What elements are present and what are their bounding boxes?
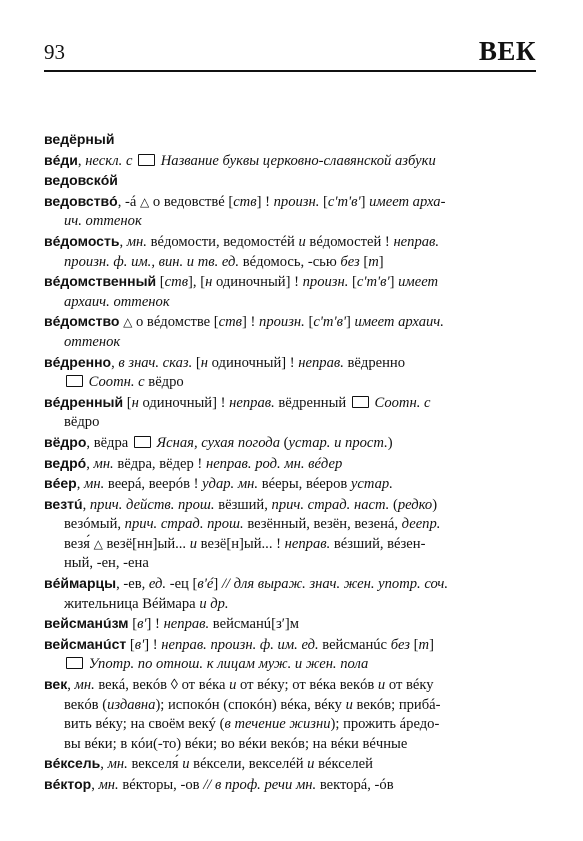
entry-continuation: [44, 515, 536, 535]
italic-label: мн.: [93, 455, 114, 472]
triangle-icon: △: [93, 536, 103, 551]
entry-continuation: [44, 655, 536, 675]
italic-label: ств: [164, 274, 189, 291]
italic-label: прич. страд. наст.: [271, 496, 390, 513]
entry-text: ный, -ен, -ена: [64, 555, 149, 572]
italic-label: деепр.: [401, 516, 441, 533]
italic-label: и: [229, 677, 237, 694]
entry-text: вёзший,: [214, 496, 272, 513]
italic-label: мн.: [98, 777, 119, 793]
entry-text: ,: [82, 496, 90, 513]
dictionary-page: [44, 36, 536, 796]
italic-label: ич. оттенок: [64, 213, 142, 230]
dictionary-entry: [44, 272, 536, 312]
entry-text: (: [280, 434, 289, 451]
entry-text: векóв; прибá-: [352, 696, 441, 713]
entry-text: ] !: [241, 314, 260, 331]
italic-label: т: [418, 636, 430, 653]
square-box-icon: [352, 396, 369, 408]
square-box-icon: [66, 375, 83, 387]
italic-label: прич. страд. прош.: [124, 516, 244, 533]
entry-text: вéдомости, ведомостéй: [146, 233, 299, 250]
dictionary-entry: [44, 130, 536, 151]
dictionary-entry: [44, 675, 536, 754]
entry-continuation: [44, 735, 536, 755]
entry-text: вёдра, вёдер !: [113, 455, 206, 472]
italic-label: удар. мн.: [202, 476, 259, 493]
entry-text: о вéдомстве [: [132, 314, 219, 331]
italic-label: без: [340, 253, 360, 270]
entry-text: ], [: [188, 274, 206, 291]
italic-label: вʹ: [134, 636, 145, 653]
headword: ведёрный: [44, 131, 115, 147]
entry-text: вéкселей: [314, 756, 373, 773]
dictionary-entries: [44, 130, 536, 796]
entry-text: [: [359, 253, 369, 270]
entry-text: ,: [67, 677, 75, 694]
entry-text: ,: [111, 354, 119, 371]
italic-label: н: [200, 354, 209, 371]
entry-text: [: [126, 636, 135, 653]
italic-label: неправ.: [229, 394, 275, 411]
headword: вéди: [44, 151, 78, 168]
entry-continuation: [44, 696, 536, 716]
italic-label: и: [307, 756, 315, 773]
dictionary-entry: [44, 474, 536, 495]
headword: вéксель: [44, 755, 101, 772]
entry-text: о ведовствé [: [149, 193, 234, 210]
running-head: ВЕК: [478, 36, 536, 66]
entry-text: жительница Вéймара: [64, 595, 200, 612]
triangle-icon: △: [123, 315, 133, 330]
entry-text: , -á: [117, 193, 141, 210]
italic-label: мн.: [74, 677, 95, 694]
entry-text: везё[н]ый... !: [197, 535, 285, 552]
dictionary-entry: [44, 775, 536, 796]
entry-continuation: [44, 715, 536, 735]
entry-text: вéксели, векселéй: [189, 756, 308, 773]
italic-label: произн.: [273, 193, 320, 210]
entry-text: ): [432, 496, 438, 513]
italic-label: вʹ: [137, 616, 147, 633]
entry-text: ); прожить áредо-: [330, 716, 440, 733]
italic-label: cʹтʹвʹ: [356, 274, 390, 291]
square-box-icon: [66, 657, 83, 669]
italic-label: в течение жизни: [224, 716, 331, 733]
italic-label: мн.: [126, 233, 147, 250]
italic-label: произн.: [259, 314, 305, 331]
entry-text: от вéку; от вéка векóв: [236, 677, 378, 694]
italic-label: и: [189, 535, 198, 552]
entry-text: ,: [100, 756, 108, 773]
entry-text: вéзший, вéзен-: [330, 535, 426, 552]
italic-label: неправ. род. мн. вéдер: [205, 455, 343, 472]
italic-label: имеет архаич.: [354, 314, 444, 331]
headword: век: [44, 676, 68, 693]
italic-label: ств: [218, 314, 242, 331]
entry-text: ,: [76, 476, 85, 493]
italic-label: нескл. с: [85, 152, 137, 169]
italic-label: Употр. по отнош. к лицам муж. и жен. пола: [85, 656, 369, 673]
dictionary-entry: [44, 171, 536, 192]
dictionary-entry: [44, 151, 536, 172]
dictionary-entry: [44, 614, 536, 635]
italic-label: неправ. произн. ф. им. ед.: [161, 636, 319, 653]
italic-label: с: [138, 374, 145, 391]
square-box-icon: [138, 154, 155, 166]
dictionary-entry: [44, 433, 536, 454]
entry-text: вить вéку; на своём векý (: [64, 716, 225, 733]
italic-label: без: [390, 636, 411, 653]
entry-text: [: [348, 274, 357, 291]
entry-continuation: [44, 293, 536, 313]
entry-text: вéеры, вéеров: [258, 476, 351, 493]
italic-label: т: [368, 253, 379, 270]
entry-text: -ец [: [166, 576, 198, 593]
entry-text: вёдренный: [274, 394, 350, 411]
italic-label: н: [205, 274, 213, 291]
dictionary-entry: [44, 312, 536, 352]
italic-label: cʹтʹвʹ: [327, 193, 361, 210]
italic-label: и: [298, 233, 306, 250]
italic-label: имеет арха-: [369, 193, 446, 210]
italic-label: и: [345, 696, 353, 713]
entry-text: (: [389, 496, 398, 513]
dictionary-entry: [44, 232, 536, 272]
italic-label: // для выраж. знач. жен. употр. соч.: [221, 576, 448, 593]
italic-label: Соотн.: [85, 374, 135, 391]
headword: ведовствó: [44, 192, 118, 209]
italic-label: Соотн. с: [370, 394, 431, 411]
entry-text: векá, векóв ◊ от вéка: [94, 677, 230, 694]
entry-text: ,: [77, 152, 86, 169]
entry-text: вейсманú[зʹ]м: [209, 616, 300, 633]
entry-text: от вéку: [385, 677, 434, 694]
entry-text: ] !: [256, 193, 274, 210]
italic-label: устар. и прост.: [288, 434, 388, 451]
page-header: [44, 36, 536, 72]
italic-label: // в проф. речи мн.: [203, 777, 317, 793]
entry-text: [: [128, 616, 138, 633]
entry-text: везённый, везён, везенá,: [243, 516, 402, 533]
entry-text: векселя́: [127, 756, 183, 773]
entry-continuation: [44, 595, 536, 615]
dictionary-entry: [44, 192, 536, 232]
entry-text: одиночный] !: [208, 354, 299, 371]
italic-label: и: [182, 756, 190, 773]
entry-text: везё[нн]ый...: [102, 535, 190, 552]
entry-continuation: [44, 253, 536, 273]
italic-label: и: [377, 677, 386, 694]
italic-label: устар.: [350, 476, 393, 493]
entry-text: ,: [119, 233, 127, 250]
headword: вéдомственный: [44, 273, 157, 290]
square-box-icon: [134, 436, 151, 448]
entry-text: одиночный] !: [212, 274, 303, 291]
entry-text: ]: [346, 314, 355, 331]
italic-label: ед.: [148, 576, 167, 593]
entry-text: , -ев,: [116, 576, 149, 593]
entry-continuation: [44, 413, 536, 433]
italic-label: мн.: [107, 756, 128, 773]
entry-text: ,: [86, 455, 94, 472]
entry-text: [: [156, 274, 165, 291]
italic-label: Ясная, сухая погода: [152, 434, 280, 451]
entry-text: векóв (: [64, 696, 108, 713]
dictionary-entry: [44, 635, 536, 675]
entry-text: везóмый,: [64, 516, 125, 533]
italic-label: в знач. сказ.: [118, 354, 193, 371]
entry-continuation: [44, 373, 536, 393]
entry-text: веерá, веерóв !: [104, 476, 203, 493]
italic-label: произн. ф. им., вин. и тв. ед.: [64, 253, 240, 270]
entry-text: ); испокóн (спокóн) вéка, вéку: [155, 696, 346, 713]
italic-label: редко: [397, 496, 433, 513]
italic-label: неправ.: [284, 535, 331, 552]
entry-text: векторá, -óв: [316, 777, 394, 793]
entry-text: ]: [389, 274, 399, 291]
italic-label: прич. действ. прош.: [89, 496, 215, 513]
headword: вейсманúст: [44, 635, 127, 652]
entry-text: [: [192, 354, 201, 371]
entry-text: ]: [360, 193, 370, 210]
triangle-icon: △: [140, 194, 150, 209]
page-number: 93: [44, 40, 65, 64]
italic-label: н: [131, 394, 139, 411]
italic-label: cʹтʹвʹ: [313, 314, 347, 331]
italic-label: ств: [233, 193, 257, 210]
entry-text: ] !: [144, 636, 162, 653]
entry-text: ]: [429, 636, 434, 653]
headword: вéктор: [44, 776, 92, 792]
headword: вéдренно: [44, 353, 112, 370]
dictionary-entry: [44, 574, 536, 614]
entry-text: [: [304, 314, 314, 331]
dictionary-entry: [44, 353, 536, 393]
headword: ведовскóй: [44, 172, 118, 189]
entry-text: одиночный] !: [138, 394, 230, 411]
headword: вéдомость: [44, 232, 120, 249]
entry-text: ]: [213, 576, 222, 593]
italic-label: оттенок: [64, 333, 121, 350]
italic-label: Название буквы церковно-славянской азбуки: [157, 152, 436, 169]
headword: вёдро: [44, 433, 87, 450]
headword: вéймарцы: [44, 575, 117, 592]
entry-continuation: [44, 212, 536, 232]
entry-text: ): [387, 434, 393, 451]
entry-text: ] !: [146, 616, 164, 633]
headword: ведрó: [44, 454, 87, 471]
italic-label: издавна: [107, 696, 156, 713]
dictionary-entry: [44, 454, 536, 475]
headword: вейсманúзм: [44, 615, 129, 632]
italic-label: архаич. оттенок: [64, 293, 170, 310]
entry-text: везя́: [64, 535, 94, 552]
entry-text: вéдомостей !: [305, 233, 394, 250]
entry-text: ,: [91, 777, 99, 793]
headword: везтú: [44, 495, 83, 512]
headword: вéдомство: [44, 313, 120, 330]
italic-label: произн.: [302, 274, 349, 291]
italic-label: мн.: [84, 476, 105, 493]
entry-text: ]: [378, 253, 384, 270]
italic-label: неправ.: [163, 616, 210, 633]
entry-text: вы вéки; в кóи(-то) вéки; во вéки векóв; на вéки вéчные: [64, 735, 408, 752]
entry-text: вёдро: [144, 374, 184, 391]
entry-text: [: [319, 193, 328, 210]
dictionary-entry: [44, 754, 536, 775]
italic-label: вʹé: [197, 576, 214, 593]
entry-text: [: [123, 394, 132, 411]
entry-continuation: [44, 535, 536, 555]
headword: вéдренный: [44, 393, 124, 410]
headword: вéер: [44, 475, 77, 492]
entry-text: вейсманúс: [318, 636, 391, 653]
entry-continuation: [44, 554, 536, 574]
entry-continuation: [44, 333, 536, 353]
italic-label: имеет: [398, 274, 439, 291]
dictionary-entry: [44, 495, 536, 574]
italic-label: неправ.: [393, 233, 440, 250]
entry-text: [: [410, 636, 419, 653]
italic-label: и др.: [199, 595, 229, 612]
italic-label: неправ.: [298, 354, 344, 371]
entry-text: вёдро: [64, 414, 100, 431]
dictionary-entry: [44, 393, 536, 433]
entry-text: , вёдра: [86, 434, 132, 451]
entry-text: вéкторы, -ов: [118, 777, 204, 793]
entry-text: вéдомось, -сью: [239, 253, 341, 270]
entry-text: вёдренно: [343, 354, 406, 371]
